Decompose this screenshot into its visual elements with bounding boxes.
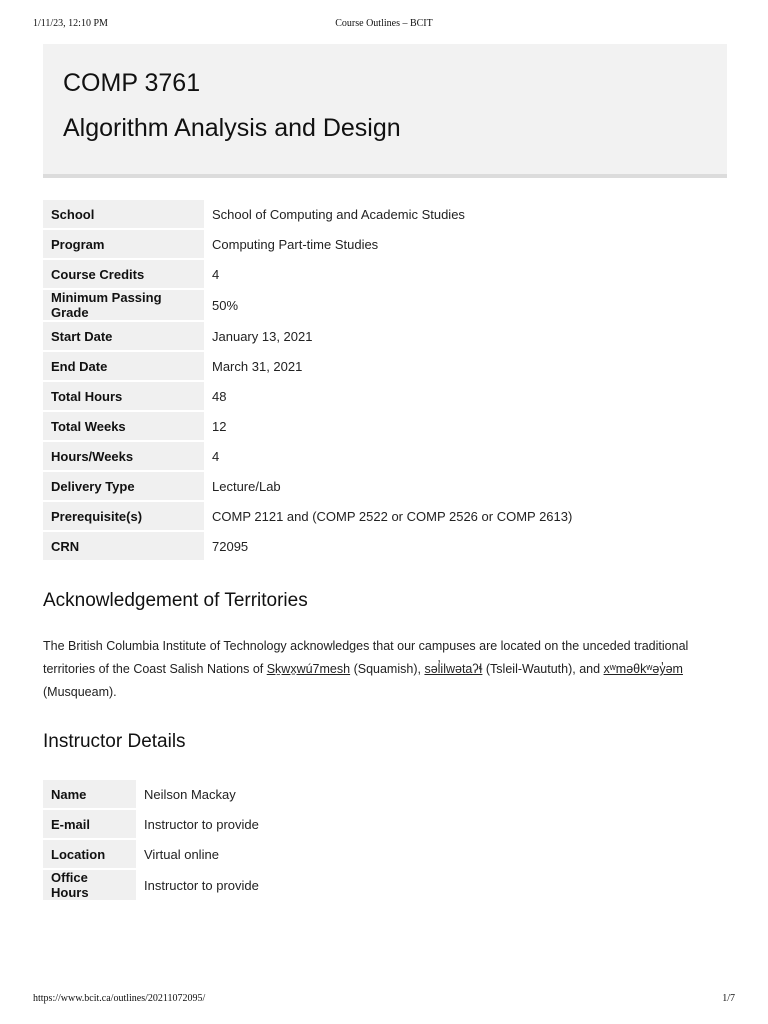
- acknowledgement-text: [43, 635, 723, 704]
- print-url: https://www.bcit.ca/outlines/20211072095/: [33, 993, 206, 1004]
- instructor-heading: Instructor Details: [43, 731, 186, 752]
- table-row: [43, 472, 720, 500]
- row-value: 72095: [212, 538, 249, 554]
- table-row: [43, 322, 720, 350]
- row-value: Computing Part-time Studies: [212, 236, 379, 252]
- table-row: [43, 260, 720, 288]
- row-value: 4: [212, 266, 220, 282]
- print-header: [33, 18, 735, 32]
- table-row: [43, 870, 452, 900]
- instructor-details-table: [43, 778, 452, 902]
- table-row: [43, 532, 720, 560]
- course-header: [43, 44, 727, 178]
- row-label: Office Hours: [43, 870, 136, 900]
- row-label: Total Hours: [43, 382, 204, 410]
- row-label: Minimum Passing Grade: [43, 290, 204, 320]
- ack-text-part: (Tsleil-Waututh), and: [482, 662, 604, 676]
- row-label: Hours/Weeks: [43, 442, 204, 470]
- course-title: Algorithm Analysis and Design: [63, 114, 401, 142]
- print-page-number: 1/7: [722, 993, 735, 1004]
- musqueam-link[interactable]: xʷməθkʷəy̓əm: [603, 662, 683, 676]
- row-label: End Date: [43, 352, 204, 380]
- ack-text-part: The British Columbia Institute of Technology acknowledges that our campuses are located on the unceded traditional territories of the Coast Salish Nations of: [43, 639, 689, 676]
- ack-text-part: (Squamish),: [350, 662, 425, 676]
- row-value: Instructor to provide: [144, 877, 259, 893]
- row-label: Start Date: [43, 322, 204, 350]
- acknowledgement-heading: Acknowledgement of Territories: [43, 590, 308, 611]
- table-row: [43, 290, 720, 320]
- print-datetime: 1/11/23, 12:10 PM: [33, 18, 108, 29]
- table-row: [43, 810, 452, 838]
- row-value: 48: [212, 388, 227, 404]
- row-label: Location: [43, 840, 136, 868]
- row-value: 12: [212, 418, 227, 434]
- row-label: Total Weeks: [43, 412, 204, 440]
- course-code: COMP 3761: [63, 69, 201, 97]
- table-row: [43, 352, 720, 380]
- table-row: [43, 230, 720, 258]
- row-value: COMP 2121 and (COMP 2522 or COMP 2526 or COMP 2613): [212, 508, 573, 524]
- row-value: January 13, 2021: [212, 328, 313, 344]
- table-row: [43, 442, 720, 470]
- row-value: School of Computing and Academic Studies: [212, 206, 465, 222]
- row-label: Course Credits: [43, 260, 204, 288]
- table-row: [43, 780, 452, 808]
- row-label: Prerequisite(s): [43, 502, 204, 530]
- row-value: 4: [212, 448, 220, 464]
- course-details-table: [43, 198, 720, 562]
- squamish-link[interactable]: Sḵwx̱wú7mesh: [266, 662, 351, 676]
- row-value: Lecture/Lab: [212, 478, 281, 494]
- table-row: [43, 200, 720, 228]
- row-value: Instructor to provide: [144, 816, 259, 832]
- print-page-title: Course Outlines – BCIT: [335, 18, 433, 29]
- print-footer: [33, 993, 735, 1007]
- table-row: [43, 840, 452, 868]
- row-label: Program: [43, 230, 204, 258]
- row-label: Name: [43, 780, 136, 808]
- row-label: E-mail: [43, 810, 136, 838]
- table-row: [43, 502, 720, 530]
- tsleil-waututh-link[interactable]: səl̓ilwətaʔɬ: [424, 662, 483, 676]
- ack-text-part: (Musqueam).: [43, 685, 117, 699]
- row-value: Neilson Mackay: [144, 786, 236, 802]
- table-row: [43, 412, 720, 440]
- table-row: [43, 382, 720, 410]
- row-label: CRN: [43, 532, 204, 560]
- row-value: Virtual online: [144, 846, 219, 862]
- row-label: School: [43, 200, 204, 228]
- row-label: Delivery Type: [43, 472, 204, 500]
- row-value: March 31, 2021: [212, 358, 303, 374]
- row-value: 50%: [212, 297, 239, 313]
